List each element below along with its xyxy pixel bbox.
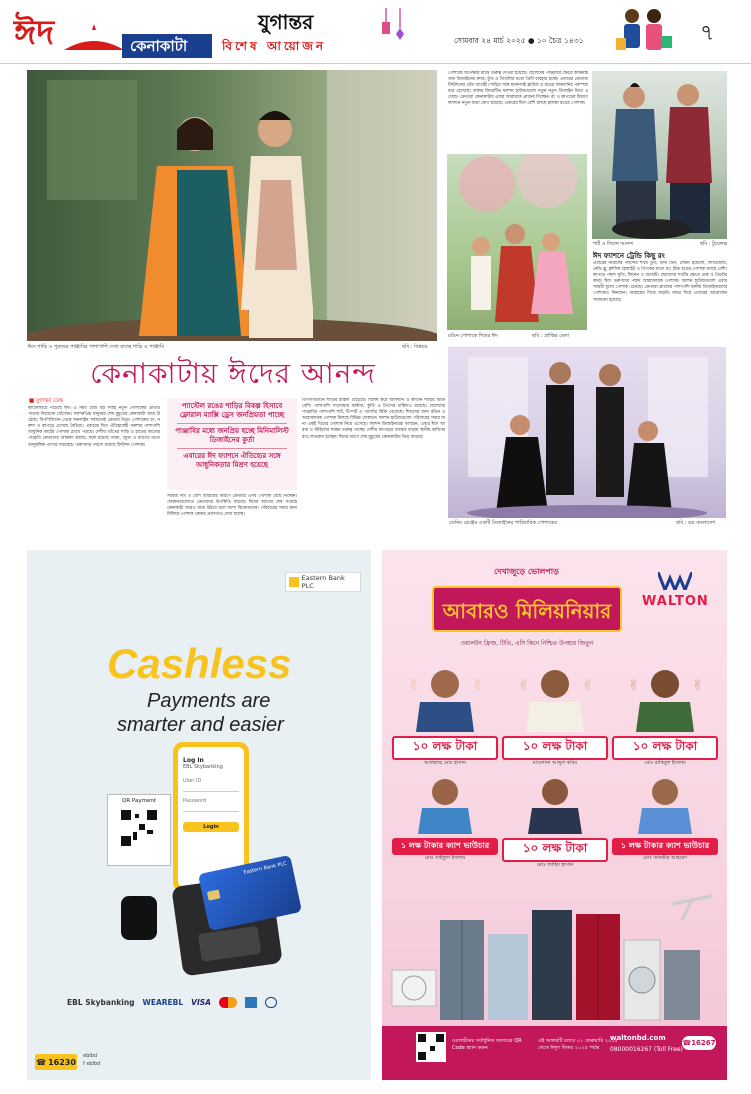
winner-amount: ১০ লক্ষ টাকা [502, 838, 608, 862]
walton-advertisement[interactable] [382, 550, 727, 1080]
qr-code-icon [121, 810, 157, 846]
card-brand: Eastern Bank PLC [243, 860, 288, 876]
winner-name: মাওলানা আব্দুল করিম [532, 760, 578, 766]
phone-pass-label: Password [183, 798, 207, 804]
section-title-band: কেনাকাটা [122, 34, 212, 58]
winner-amount: ১০ লক্ষ টাকা [502, 736, 608, 760]
article-col-2: সাশ্রয়ী দাম ও বেশি আরামের কারণে ক্রেতারা এসব পোশাক বেছে নিচ্ছেন। দোকানগুলোতে ক্রেতাদের উপস্থিতি বাড়ছে। ঈদের আগের শেষ সপ্তাহে কেনাকাটা আরও জমে উঠবে বলে আশা বিক্রেতাদের। পরিবারের সবার জন্য মিলিয়ে পোশাক কেনার প্রবণতাও দেখা যাচ্ছে। [167, 494, 297, 518]
ebl-hotline-number: 16230 [48, 1057, 76, 1067]
pos-keypad [198, 926, 261, 962]
svg-text:✌: ✌ [692, 678, 704, 694]
article-headline: কেনাকাটায় ঈদের আনন্দ [90, 357, 376, 390]
amex-icon [245, 997, 257, 1008]
winner-photo [612, 772, 718, 834]
qr-payment-stand [107, 794, 171, 866]
ebl-logo-icon [289, 577, 299, 587]
winner-photo [392, 772, 498, 834]
walton-website[interactable]: waltonbd.com [610, 1034, 666, 1042]
trendy-text: এবারের নারীদের পছন্দের শীর্ষে তুঁত, মিন্ট গ্রিন, লেমন ইয়েলো, ল্যাভেন্ডার, নেভি ব্লু, ক্লাসিক হোয়াইট ও পিংকের মতো রং। স্নিগ্ধ রঙের পোশাক চলছে বেশি। কাপড়ে পছন্দ সুতি, লিনেন ও জর্জেট। ছেলেদের শার্টের ক্ষেত্রে চেক ও প্রিন্টের কদর। ঈদে তরুণদের পছন্দ আরামদায়ক পোশাক। ফ্যাশন হাউজগুলো এবার সাশ্রয়ী মূল্যে পোশাক এনেছে। ক্রেতারা ব্র্যান্ডের পাশাপাশি স্থানীয় ডিজাইনারদের পোশাকও কিনছেন। আরামের দিকে বাড়তি নজর দিয়ে এবারের আয়োজন সাজানো হয়েছে। [593, 261, 727, 303]
winner-amount: ১ লক্ষ টাকার ক্যাশ ভাউচার [392, 838, 498, 855]
phone-user-field[interactable] [183, 784, 239, 792]
ebl-social-2[interactable]: f eblbd [83, 1061, 101, 1067]
ebl-subline-2: smarter and easier [117, 714, 284, 736]
walton-footer-left: ওয়ালটনের সর্বাধুনিক অফারের QR Code স্ক্যান করুন [452, 1038, 522, 1051]
winner-name: আলহাজ্ব মোঃ হাসান [424, 760, 466, 766]
trendy-subhead: ঈদ ফ্যাশনে ট্রেন্ডি কিছু রং [593, 252, 665, 260]
svg-text:✌: ✌ [472, 678, 484, 694]
winner-name: মোঃ সাইফুল ইসলাম [424, 855, 466, 861]
main-photo-caption: ঈদে শাড়ি ও পুরুষের পাঞ্জাবির পাশাপাশি দেখা যাচ্ছে শাড়ি ও পাঞ্জাবি [28, 344, 164, 350]
appliances-lineup [382, 890, 727, 1030]
mens-fashion-photo [592, 71, 727, 239]
winner-name: মোঃ রাকিবুল ইসলাম [644, 760, 686, 766]
ebl-skybanking-label: EBL Skybanking [67, 997, 135, 1007]
visa-label: VISA [191, 997, 211, 1007]
phone-app-name: EBL Skybanking [183, 764, 223, 770]
svg-text:✌: ✌ [518, 678, 530, 694]
winner-photo [612, 662, 718, 732]
kids-fashion-photo [447, 154, 587, 330]
wearebl-label: WEAREBL [142, 997, 184, 1007]
campaign-top-tag: দেখাজুড়ে ভোলপাড় [494, 567, 559, 576]
svg-text:✌: ✌ [582, 678, 594, 694]
svg-text:✌: ✌ [628, 678, 640, 694]
newspaper-logo: যুগান্তর [258, 10, 314, 34]
mens-photo-caption: শার্ট ও জিন্সে আনন্দ [593, 241, 634, 247]
ebl-social-1[interactable]: eblbd [83, 1053, 97, 1059]
walton-w-icon [658, 572, 692, 590]
byline-bullet: ■ [29, 398, 36, 404]
walton-qr-code[interactable] [416, 1032, 446, 1062]
walton-phone-icon: ☎ [682, 1039, 692, 1047]
family-photo-caption: ডেনিম রেঞ্জের একটি ডিজাইনের পারিবারিক পোশাকের [449, 520, 557, 526]
pull-quote-2: পাঞ্জাবির মধ্যে জনপ্রিয় হচ্ছে মিনিমালিস্ট ডিজাইনের কুর্তা [175, 427, 289, 444]
byline-text: যুগান্তর ডেস্ক [35, 398, 64, 404]
special-label: বিশেষ আয়োজন [222, 39, 327, 53]
walton-hotline-short: 16267 [691, 1039, 716, 1047]
winner-amount: ১ লক্ষ টাকার ক্যাশ ভাউচার [612, 838, 718, 855]
article-col-3: বিপণিবিতানে শাড়ির চাহিদা বেড়েছে। বিশেষ করে জামদানি ও কাতান শাড়ির বিক্রি বেশি। পাশাপাশি সালোয়ার কামিজ, কুর্তি ও টপসের চাহিদাও রয়েছে। ছেলেদের পাঞ্জাবির পাশাপাশি শার্ট, টি-শার্ট ও প্যান্টের বিক্রি বেড়েছে। শিশুদের জন্য রঙিন ও আরামদায়ক পোশাক মিলছে বিভিন্ন দোকানে। ফ্যাশন হাউজগুলো পরিবারের সবার জন্য একই থিমের পোশাক নিয়ে এসেছে। ফ্যাশন ডিজাইনাররা বলছেন, এবার ঈদে আরাম ও স্টাইলের সমন্বয় গুরুত্ব পাচ্ছে। দেশীয় কাপড়ের ব্যবহার বাড়ায় স্থানীয় কারিগররাও লাভবান হচ্ছেন। ঈদের আগে শেষ মুহূর্তের কেনাকাটায় ভিড় বাড়ছে। [302, 398, 445, 440]
phone-login-button[interactable]: Login [183, 822, 239, 832]
card-chip [207, 889, 221, 900]
winner-card [612, 772, 718, 872]
walton-hotline[interactable]: 08000016267 (Toll Free) [610, 1046, 683, 1053]
smartwatch [121, 896, 157, 940]
mosque-icon [64, 22, 124, 52]
winner-photo [502, 662, 608, 732]
lantern-icon [378, 8, 408, 48]
ebl-advertisement[interactable] [27, 550, 371, 1080]
winner-card [392, 662, 498, 766]
walton-brand: WALTON [642, 594, 709, 609]
family-photo-credit: ছবি : রঙ বাংলাদেশ [676, 520, 716, 526]
winner-card [612, 662, 718, 766]
masthead [0, 0, 751, 64]
ebl-logo [285, 572, 361, 592]
phone-login-title: Log In [183, 757, 204, 764]
mens-photo-credit: ছবি : টুয়েলভ [700, 241, 728, 247]
mastercard-icon [219, 997, 237, 1008]
winner-photo [502, 772, 608, 834]
campaign-subtitle: ওয়ালটন ফ্রিজ, টিভি, এসি কিনে নিশ্চিত উপহার জিতুন [460, 640, 594, 647]
winner-card [392, 772, 498, 872]
walton-hotline-badge[interactable] [682, 1036, 716, 1050]
diners-icon [265, 997, 277, 1008]
phone-user-label: User ID [183, 778, 202, 784]
kids-photo-credit: ছবি : প্রাপ্তির মেলা [532, 333, 570, 339]
winner-card [502, 662, 608, 766]
kids-photo-caption: রঙিন পোশাকে শিশুর ঈদ [448, 333, 498, 339]
winner-card [502, 772, 608, 872]
ebl-headline: Cashless [107, 640, 292, 687]
ebl-bank-name: Eastern Bank PLC [301, 574, 345, 590]
main-photo-credit: ছবি : বিশ্বরঙ [402, 344, 428, 350]
winner-name: মোঃ জাহিদ হাসান [536, 862, 574, 868]
walton-footer-mid: এই অফারটি চলবে ০১ ফেব্রুয়ারি ২০২৫ থেকে ঈদুল ফিতর ২০২৫ পর্যন্ত [538, 1038, 618, 1051]
svg-text:✌: ✌ [408, 678, 420, 694]
ebl-subline-1: Payments are [147, 690, 271, 712]
campaign-title: আবারও মিলিয়নিয়ার [432, 586, 622, 632]
winner-amount: ১০ লক্ষ টাকা [612, 736, 718, 760]
pull-quotes [167, 398, 297, 490]
shoppers-illustration [612, 6, 674, 60]
pull-quote-1: প্যাস্টেল রঙের শাড়ির বিকল্প হিসাবে ফ্লোরাল ম্যাক্সি ড্রেস জনপ্রিয়তা পাচ্ছে [179, 402, 285, 419]
page-number: ৭ [700, 21, 715, 46]
phone-pass-field[interactable] [183, 804, 239, 812]
hotline-phone-icon: ☎ [36, 1057, 47, 1067]
qr-label: QR Payment [122, 798, 156, 804]
eid-title: ঈদ [14, 13, 55, 53]
family-fashion-photo [448, 347, 726, 518]
winner-amount: ১০ লক্ষ টাকা [392, 736, 498, 760]
date-line: সোমবার ২৪ মার্চ ২০২৫ ● ১০ চৈত্র ১৪৩১ [454, 36, 584, 45]
top-right-text: পোশাকে অপেক্ষার মাঝে গুরুত্ব দেওয়া হয়েছে। ছেলেদের পাঞ্জাবির ক্ষেত্রে কাস্টমাইজড ডিজাইনের কদর। তুঁত ও তিতলির মতো প্রিন্ট ব্যবহার হচ্ছে। এবারের ক্রেতারা ফিউশনের প্রতি আগ্রহী। শাড়ির সঙ্গে মানানসই ব্লাউজ ও রঙের জামদানির পরম্পরা ধরে রেখেছে। ঢাকার ক্রিয়েটিভ ফ্যাশন হাউজগুলো নতুন নতুন ডিজাইন নিয়ে এসেছে। ক্রেতারা কেনাকাটায় এবার আরামকে প্রাধান্য দিচ্ছেন। রং ও কাপড়ের মিশ্রণে ফ্যাশনে নতুন মাত্রা যোগ হয়েছে। এবারের ঈদে বেশি চলছে হালকা রঙের পোশাক। [448, 71, 588, 107]
winner-name: মোঃ তানভীর আহমেদ [642, 855, 688, 861]
byline [29, 398, 63, 406]
article-col-1: ক্যালেন্ডারে পড়েছে ঈদ। এ সময় ছোট বড় সবাই নতুন পোশাকের প্রতিটি পাতায় নিজেকে খোঁজেন। ফ্যাশনপ্রিয় মানুষের শেষ মুহূর্তের কেনাকাটা জমে উঠেছে। বিপণিবিতান থেকে অনলাইন সবখানেই ক্রেতার ভিড়। পোশাকের রং, নকশা ও কাপড়ে এসেছে বৈচিত্র্য। এবারের ঈদে ঐতিহ্যবাহী নকশার পাশাপাশি আধুনিক কাটের পোশাক চোখে পড়ছে। দেশীয় তাঁতের শাড়ি ও হাতের কাজের পাঞ্জাবি ক্রেতাদের আকর্ষণ করছে। সঙ্গে রয়েছে গয়না, জুতা ও ব্যাগের মতো আনুষঙ্গিক পণ্যের সমারোহ। তরুণদের পছন্দে রয়েছে ফিউশন পোশাক। [28, 406, 160, 448]
couple-fashion-photo [27, 70, 437, 341]
winner-photo [392, 662, 498, 732]
walton-logo [642, 572, 709, 609]
ebl-footer [67, 992, 357, 1012]
pull-quote-3: এবারের ঈদ ফ্যাশনে ঐতিহ্যের সঙ্গে আধুনিকতার মিশ্রণ হয়েছে [183, 452, 281, 469]
ebl-hotline-badge[interactable] [35, 1054, 77, 1070]
